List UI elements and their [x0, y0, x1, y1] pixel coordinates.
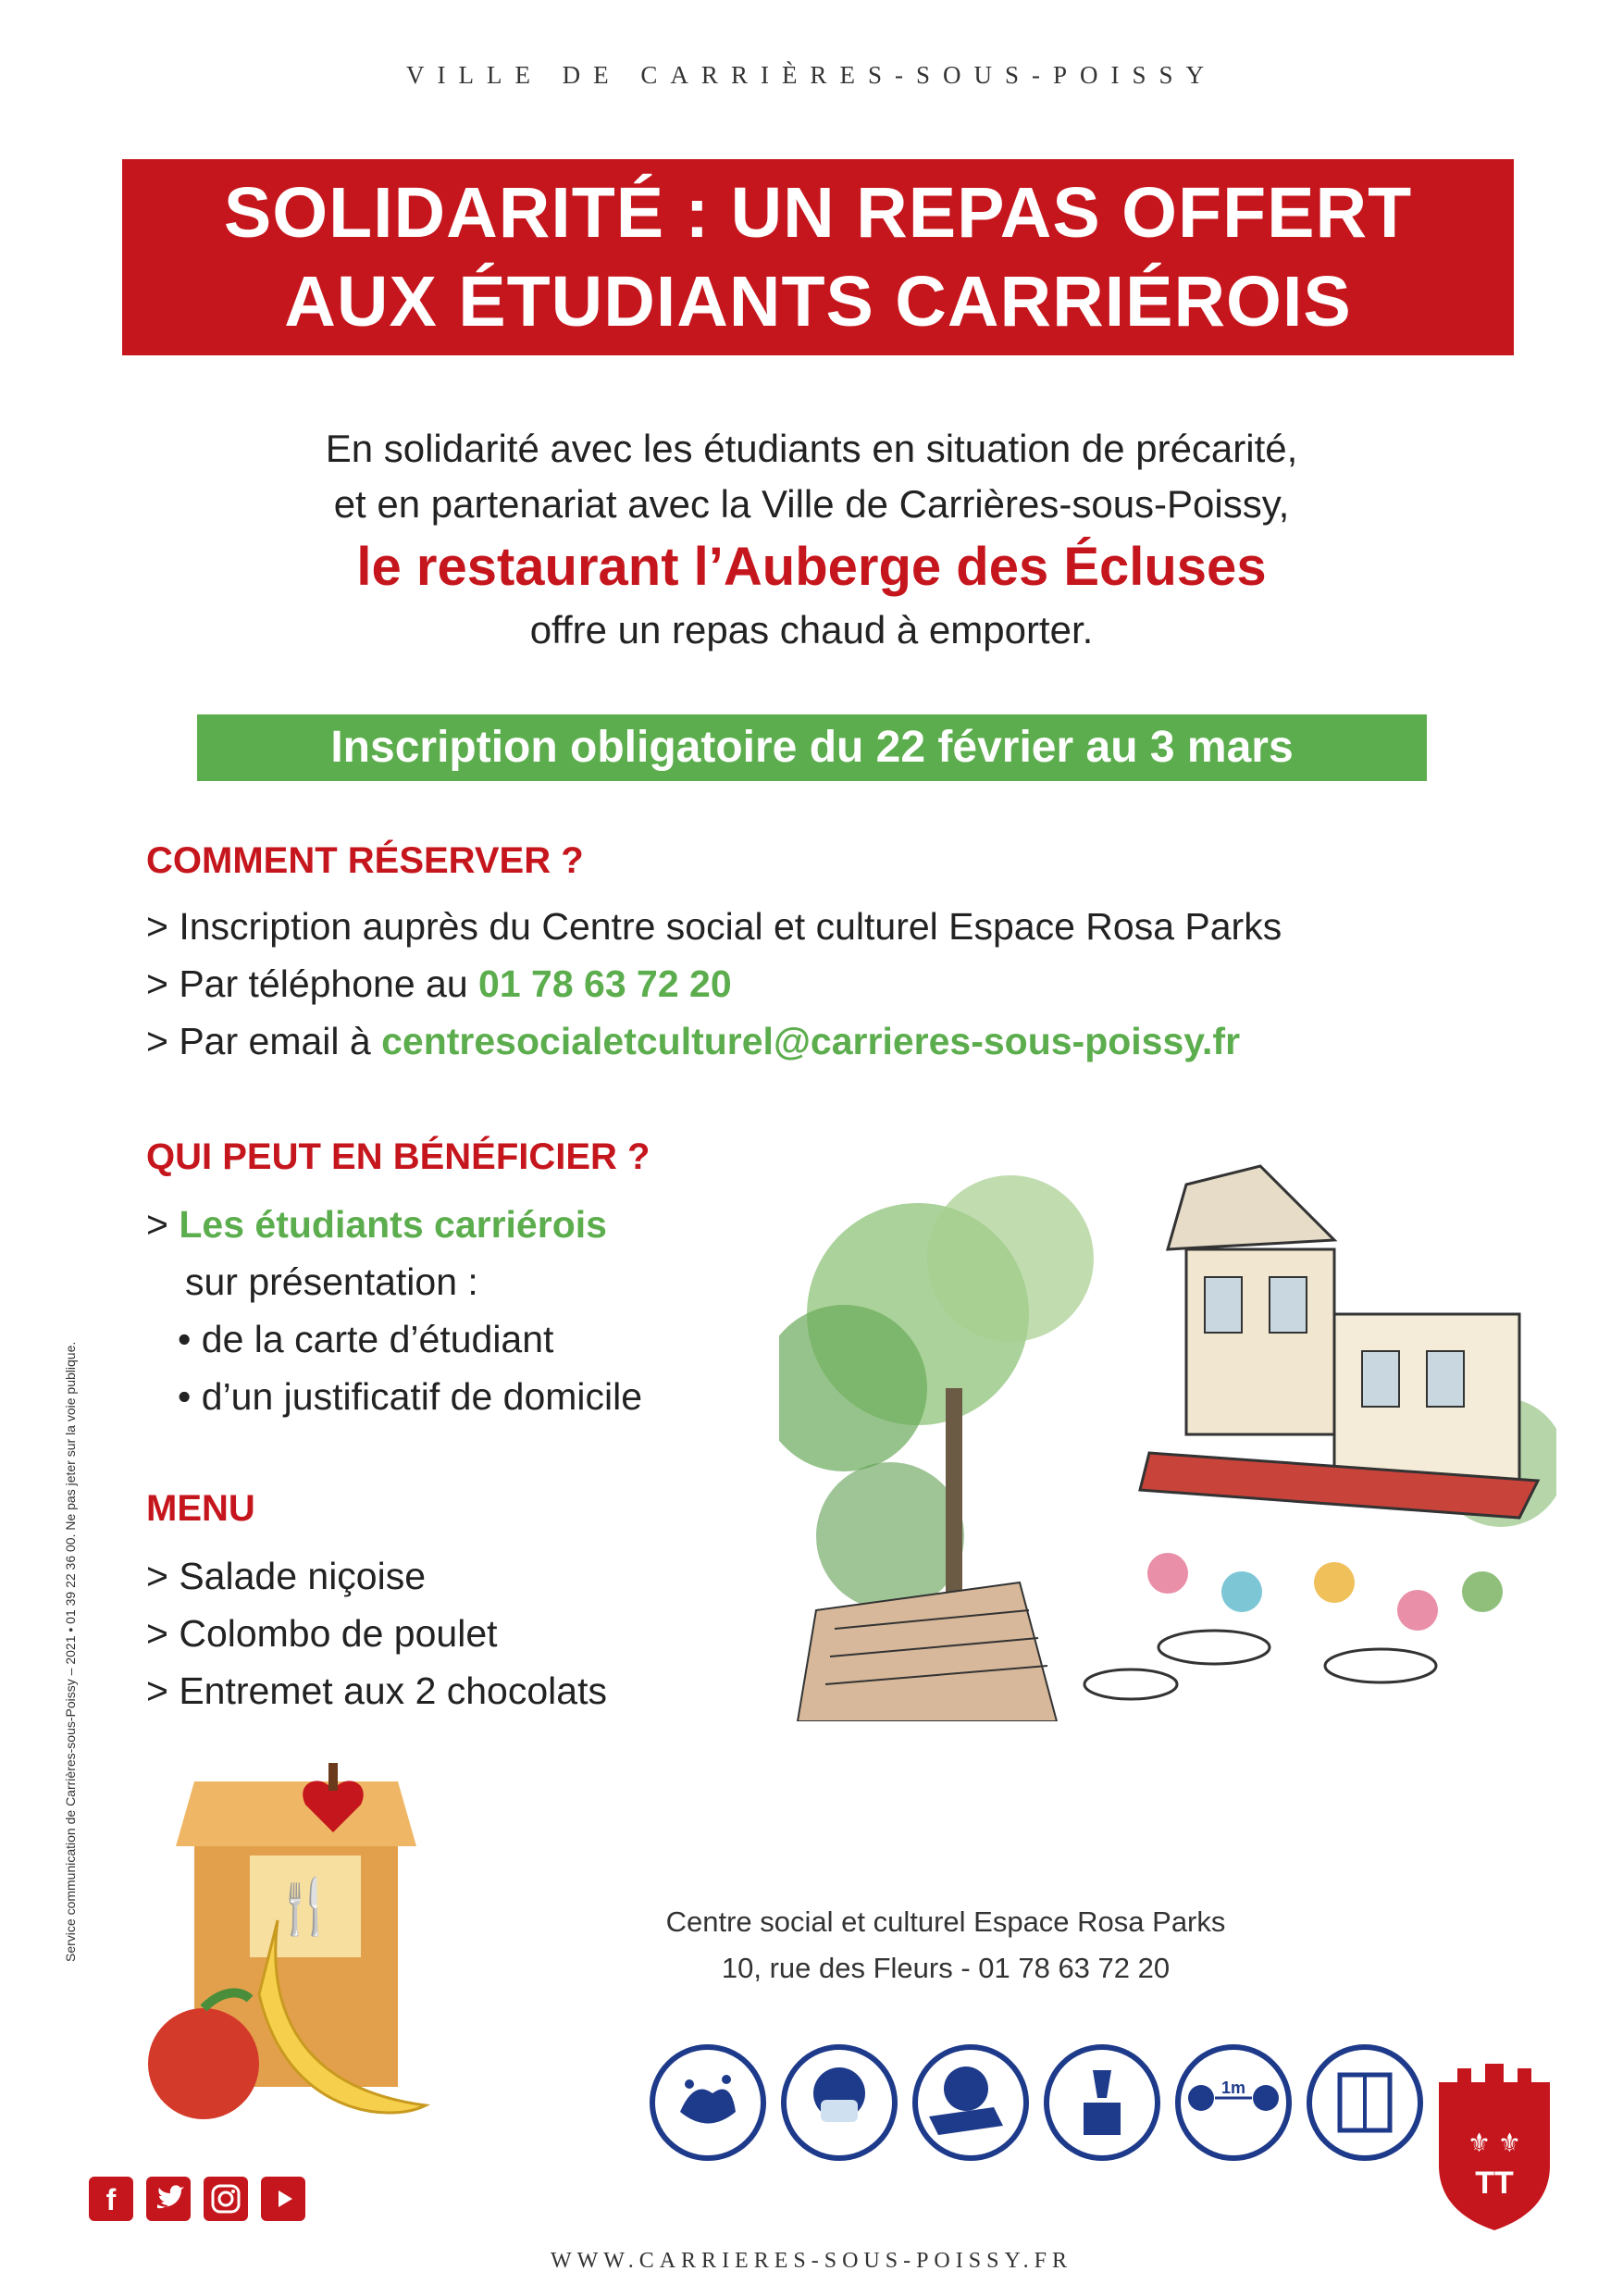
distance-icon	[1173, 2042, 1294, 2163]
menu-heading: MENU	[146, 1488, 255, 1529]
intro-text	[0, 421, 1623, 658]
title-line-2: AUX ÉTUDIANTS CARRIÉROIS	[284, 262, 1352, 341]
tissue-bin-icon	[1042, 2042, 1162, 2163]
intro-line-4: offre un repas chaud à emporter.	[529, 608, 1094, 652]
address-line-1: Centre social et culturel Espace Rosa Parks	[665, 1905, 1226, 1938]
hand-washing-icon	[648, 2042, 768, 2163]
phone-prefix: > Par téléphone au	[146, 962, 468, 1005]
beneficiaries-prefix: >	[146, 1203, 168, 1246]
menu-item: > Colombo de poulet	[146, 1612, 498, 1655]
address-line-2: 10, rue des Fleurs - 01 78 63 72 20	[721, 1952, 1171, 1984]
bullet-icon: •	[178, 1375, 192, 1418]
beneficiaries-item-text: d’un justificatif de domicile	[201, 1375, 643, 1418]
bullet-icon: •	[178, 1318, 192, 1360]
beneficiaries-item	[178, 1375, 642, 1419]
facebook-icon[interactable]	[89, 2177, 133, 2221]
beneficiaries-condition: sur présentation :	[185, 1260, 478, 1303]
restaurant-name: le restaurant l’Auberge des Écluses	[356, 537, 1267, 597]
ventilation-window-icon	[1305, 2042, 1425, 2163]
svg-text:f: f	[105, 2183, 117, 2216]
intro-line-2: et en partenariat avec la Ville de Carrières-sous-Poissy,	[333, 482, 1290, 526]
website-link[interactable]: WWW.CARRIERES-SOUS-POISSY.FR	[550, 2249, 1073, 2273]
title-banner	[122, 159, 1514, 355]
instagram-icon[interactable]	[204, 2177, 248, 2221]
intro-line-1: En solidarité avec les étudiants en situation de précarité,	[325, 427, 1298, 470]
beneficiaries-who-line	[146, 1203, 607, 1247]
reserve-heading: COMMENT RÉSERVER ?	[146, 840, 584, 881]
title-line-1: SOLIDARITÉ : UN REPAS OFFERT	[223, 173, 1413, 253]
beneficiaries-item-text: de la carte d’étudiant	[201, 1318, 554, 1360]
restaurant-sketch-illustration	[779, 1148, 1556, 1721]
reserve-email-line	[146, 1020, 1240, 1063]
beneficiaries-item	[178, 1318, 553, 1361]
svg-text:1m: 1m	[1220, 2079, 1246, 2097]
food-bag-illustration	[139, 1744, 472, 2142]
reserve-phone-line	[146, 962, 732, 1006]
address-block	[603, 1899, 1288, 1992]
email-prefix: > Par email à	[146, 1020, 371, 1062]
svg-text:TT: TT	[1475, 2166, 1514, 2201]
menu-item: > Entremet aux 2 chocolats	[146, 1669, 607, 1712]
svg-text:🍴: 🍴	[271, 1877, 340, 1937]
beneficiaries-heading: QUI PEUT EN BÉNÉFICIER ?	[146, 1136, 650, 1177]
reserve-line-1: > Inscription auprès du Centre social et culturel Espace Rosa Parks	[146, 905, 1282, 948]
face-mask-icon	[779, 2042, 899, 2163]
credit-line: Service communication de Carrières-sous-Poissy – 2021 • 01 39 22 36 00. Ne pas jeter sur la voie publique.	[63, 1341, 78, 1962]
menu-item: > Salade niçoise	[146, 1555, 427, 1597]
registration-band: Inscription obligatoire du 22 février au 3 mars	[197, 714, 1427, 781]
city-coat-of-arms	[1430, 2054, 1559, 2230]
email-link[interactable]: centresocialetculturel@carrieres-sous-poissy.fr	[381, 1020, 1241, 1062]
sneeze-elbow-icon	[911, 2042, 1031, 2163]
beneficiaries-who: Les étudiants carriérois	[179, 1203, 607, 1246]
svg-text:⚜ ⚜: ⚜ ⚜	[1468, 2128, 1521, 2157]
twitter-icon[interactable]	[146, 2177, 191, 2221]
town-header: VILLE DE CARRIÈRES-SOUS-POISSY	[405, 61, 1218, 89]
phone-number[interactable]: 01 78 63 72 20	[478, 962, 732, 1005]
youtube-icon[interactable]	[261, 2177, 305, 2221]
